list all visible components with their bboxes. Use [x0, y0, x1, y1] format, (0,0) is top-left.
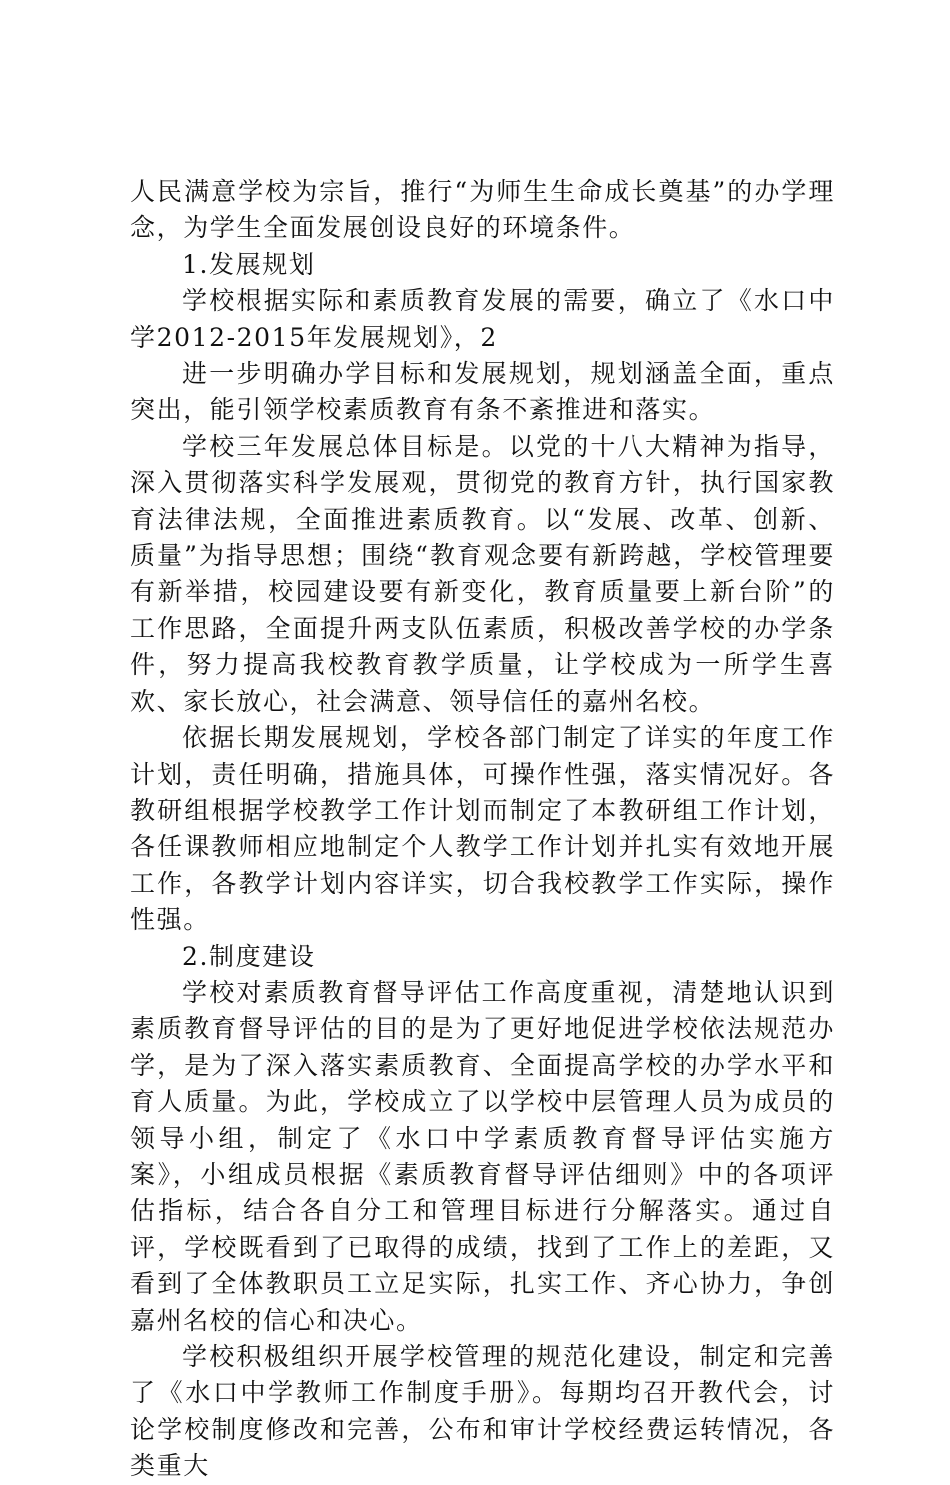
document-body	[130, 174, 835, 1485]
paragraph-three-year-goal: 学校三年发展总体目标是。以党的十八大精神为指导，深入贯彻落实科学发展观，贯彻党的教育方针，执行国家教育法律法规，全面推进素质教育。以“发展、改革、创新、质量”为指导思想；围绕“教育观念要有新跨越，学校管理要有新举措，校园建设要有新变化，教育质量要上新台阶”的工作思路，全面提升两支队伍素质，积极改善学校的办学条件，努力提高我校教育教学质量，让学校成为一所学生喜欢、家长放心，社会满意、领导信任的嘉州名校。	[130, 431, 835, 716]
section-heading-system-construction: 2.制度建设	[182, 941, 316, 971]
paragraph-standardized-management: 学校积极组织开展学校管理的规范化建设，制定和完善了《水口中学教师工作制度手册》。每期均召开教代会，讨论学校制度修改和完善，公布和审计学校经费运转情况，各类重大	[130, 1342, 835, 1481]
section-heading-development-plan: 1.发展规划	[182, 249, 316, 279]
paragraph-supervision-evaluation: 学校对素质教育督导评估工作高度重视，清楚地认识到素质教育督导评估的目的是为了更好地促进学校依法规范办学，是为了深入落实素质教育、全面提高学校的办学水平和育人质量。为此，学校成立了以学校中层管理人员为成员的领导小组，制定了《水口中学素质教育督导评估实施方案》，小组成员根据《素质教育督导评估细则》中的各项评估指标，结合各自分工和管理目标进行分解落实。通过自评，学校既看到了已取得的成绩，找到了工作上的差距，又看到了全体教职员工立足实际，扎实工作、齐心协力，争创嘉州名校的信心和决心。	[130, 977, 835, 1335]
paragraph-annual-work-plans: 依据长期发展规划，学校各部门制定了详实的年度工作计划，责任明确，措施具体，可操作性强，落实情况好。各教研组根据学校教学工作计划而制定了本教研组工作计划，各任课教师相应地制定个人教学工作计划并扎实有效地开展工作，各教学计划内容详实，切合我校教学工作实际，操作性强。	[130, 723, 835, 935]
paragraph-intro-continuation: 人民满意学校为宗旨，推行“为师生生命成长奠基”的办学理念，为学生全面发展创设良好的环境条件。	[130, 177, 835, 243]
paragraph-plan-established: 学校根据实际和素质教育发展的需要，确立了《水口中学2012-2015年发展规划》，2	[130, 286, 835, 352]
paragraph-plan-clarified: 进一步明确办学目标和发展规划，规划涵盖全面，重点突出，能引领学校素质教育有条不紊推进和落实。	[130, 359, 835, 425]
